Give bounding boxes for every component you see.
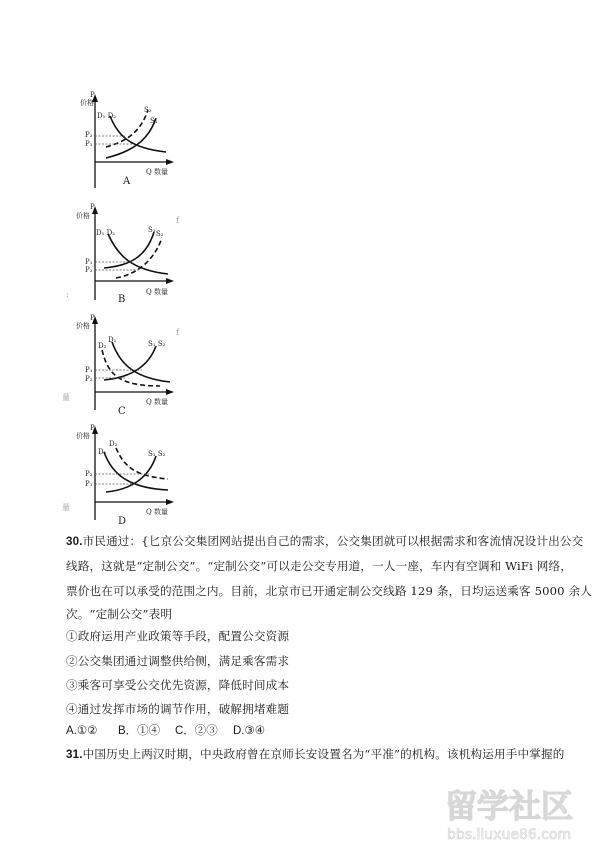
question-31-line-1 <box>66 746 565 762</box>
stray-glyph-left: : <box>66 290 69 299</box>
price-label-p1: P₁ <box>85 366 93 374</box>
demand-label: D₁ D₂ <box>97 112 117 120</box>
question-text: 中国历史上两汉时期，中央政府曾在京师长安设置名为“平准”的机构。该机构运用手中掌握的 <box>82 747 565 761</box>
y-axis-label: P <box>90 424 95 432</box>
y-axis-sublabel: 价格 <box>76 432 90 440</box>
watermark-logo <box>443 783 593 845</box>
statement-4: ④通过发挥市场的调节作用，破解拥堵难题 <box>66 702 290 716</box>
demand-label-d2: D₂ <box>98 342 107 350</box>
y-axis-sublabel: 价格 <box>76 322 90 330</box>
graph-caption: D <box>118 516 127 527</box>
stray-glyph-left: 量 <box>62 503 70 512</box>
watermark-url: bbs.liuxue86.com <box>447 827 572 843</box>
price-label-p1: P₁ <box>85 258 93 266</box>
answer-options <box>66 722 265 738</box>
question-number: 31. <box>66 748 83 761</box>
price-label-p1: P₁ <box>85 480 93 488</box>
x-axis-arrow <box>166 278 174 284</box>
y-axis-label: P <box>90 91 95 99</box>
option-b[interactable]: B．①④ <box>118 725 161 737</box>
x-axis-arrow <box>166 499 174 505</box>
option-c[interactable]: C．②③ <box>175 725 218 737</box>
price-label-p2: P₂ <box>85 266 93 274</box>
supply-label: S₁ S₂ <box>148 340 166 348</box>
graph-a <box>68 92 188 192</box>
x-axis-label: Q 数量 <box>146 168 168 176</box>
supply-label-s1: S₁ <box>148 226 156 234</box>
supply-label-s1: S₁ <box>150 117 158 125</box>
question-30-line-2: 线路，这就是“定制公交”。“定制公交”可以走公交专用道，一人一座，车内有空调和 WiFi 网络， <box>66 559 573 573</box>
option-a[interactable]: A.①② <box>66 725 98 737</box>
price-label-p1: P₁ <box>85 140 93 148</box>
price-label-p2: P₂ <box>85 131 93 139</box>
x-axis-label: Q 数量 <box>146 288 168 296</box>
statement-1: ①政府运用产业政策等手段，配置公交资源 <box>66 629 290 643</box>
demand-label: D₁ D₂ <box>96 229 116 237</box>
graph-c <box>62 314 188 417</box>
question-30-line-4: 次。“定制公交”表明 <box>66 607 173 621</box>
x-axis-label: Q 数量 <box>146 398 168 406</box>
x-axis-arrow <box>166 389 174 395</box>
demand-label-d1: D₁ <box>98 448 107 456</box>
supply-label-s2: S₂ <box>144 106 152 114</box>
y-axis-label: P <box>90 314 95 322</box>
y-axis-sublabel: 价格 <box>80 99 94 107</box>
option-d[interactable]: D.③④ <box>233 725 266 737</box>
graph-caption: C <box>118 406 126 417</box>
graph-caption: B <box>118 294 126 305</box>
demand-label-d2: D₂ <box>109 440 118 448</box>
statement-3: ③乘客可享受公交优先资源，降低时间成本 <box>66 678 290 692</box>
supply-label-s2: S₂ <box>156 230 164 238</box>
y-axis-sublabel: 价格 <box>76 212 90 220</box>
question-text: 市民通过：{匕京公交集团网站提出自己的需求，公交集团就可以根据需求和客流情况设计出公交 <box>82 534 584 548</box>
price-label-p2: P₂ <box>85 470 93 478</box>
demand-label-d1: D₁ <box>108 336 117 344</box>
statement-2: ②公交集团通过调整供给侧，满足乘客需求 <box>66 654 290 668</box>
graph-caption: A <box>123 176 131 187</box>
question-number: 30. <box>66 535 83 548</box>
question-30-line-3: 票价也在可以承受的范围之内。目前，北京市已开通定制公交线路 129 条，日均运送乘客 5000 余人 <box>66 584 593 598</box>
supply-curve <box>104 346 156 380</box>
graph-b <box>68 204 188 304</box>
stray-glyph-left: 量 <box>62 393 70 402</box>
stray-glyph-right: f <box>176 216 179 225</box>
watermark-title: 留学社区 <box>445 787 574 825</box>
demand-curve <box>108 234 168 274</box>
supply-label: S₁ S₂ <box>148 450 166 458</box>
stray-glyph-right: f <box>176 328 179 337</box>
x-axis-label: Q 数量 <box>146 508 168 516</box>
demand-curve-d1 <box>112 342 170 382</box>
y-axis-label: P <box>90 203 95 211</box>
graph-d <box>62 424 188 527</box>
question-30-line-1 <box>66 533 583 549</box>
price-label-p2: P₂ <box>85 375 93 383</box>
x-axis-arrow <box>166 159 174 165</box>
